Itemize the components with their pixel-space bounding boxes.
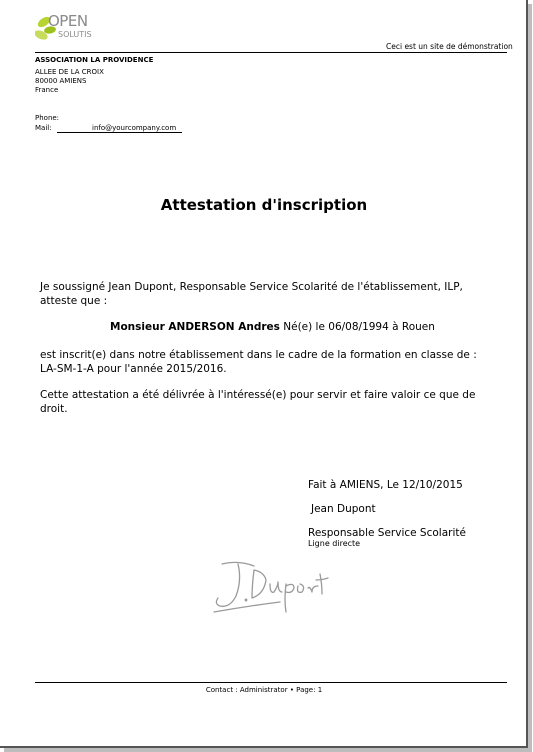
company-name: ASSOCIATION LA PROVIDENCE — [35, 56, 154, 64]
student-line — [110, 320, 490, 335]
company-street: ALLEE DE LA CROIX — [35, 68, 104, 76]
logo-text-open: OPEN — [48, 12, 88, 30]
student-name: Monsieur ANDERSON Andres — [110, 321, 280, 333]
company-city: 80000 AMIENS — [35, 77, 87, 85]
mail-label: Mail: — [35, 124, 52, 132]
student-birth: Né(e) le 06/08/1994 à Rouen — [283, 321, 435, 333]
header-divider — [35, 52, 507, 53]
place-date: Fait à AMIENS, Le 12/10/2015 — [308, 479, 463, 491]
logo-text-solutis: SOLUTIS — [58, 30, 92, 39]
purpose-line-1: Cette attestation a été délivrée à l'intéressé(e) pour servir et faire valoir ce que de — [40, 389, 476, 401]
demo-site-note: Ceci est un site de démonstration — [386, 42, 513, 51]
signer-role: Responsable Service Scolarité — [308, 527, 466, 539]
page-shadow-bottom — [4, 748, 532, 752]
company-country: France — [35, 86, 59, 94]
enrolled-line-2: LA-SM-1-A pour l'année 2015/2016. — [40, 363, 227, 375]
phone-label: Phone: — [35, 114, 60, 122]
intro-line-1: Je soussigné Jean Dupont, Responsable Service Scolarité de l'établissement, ILP, — [40, 281, 463, 293]
intro-line-2: atteste que : — [40, 295, 108, 307]
signer-name: Jean Dupont — [311, 503, 376, 515]
purpose-line-2: droit. — [40, 403, 68, 415]
mail-underline — [57, 132, 182, 133]
direct-line: Ligne directe — [308, 539, 361, 548]
page-shadow-right — [528, 4, 532, 752]
enrolled-line-1: est inscrit(e) dans notre établissement dans le cadre de la formation en classe de : — [40, 349, 477, 361]
footer-text: Contact : Administrator • Page: 1 — [205, 686, 323, 694]
footer-divider — [35, 682, 507, 683]
company-email: info@yourcompany.com — [92, 124, 177, 132]
handwritten-signature — [208, 556, 333, 618]
document-title: Attestation d'inscription — [160, 196, 368, 214]
